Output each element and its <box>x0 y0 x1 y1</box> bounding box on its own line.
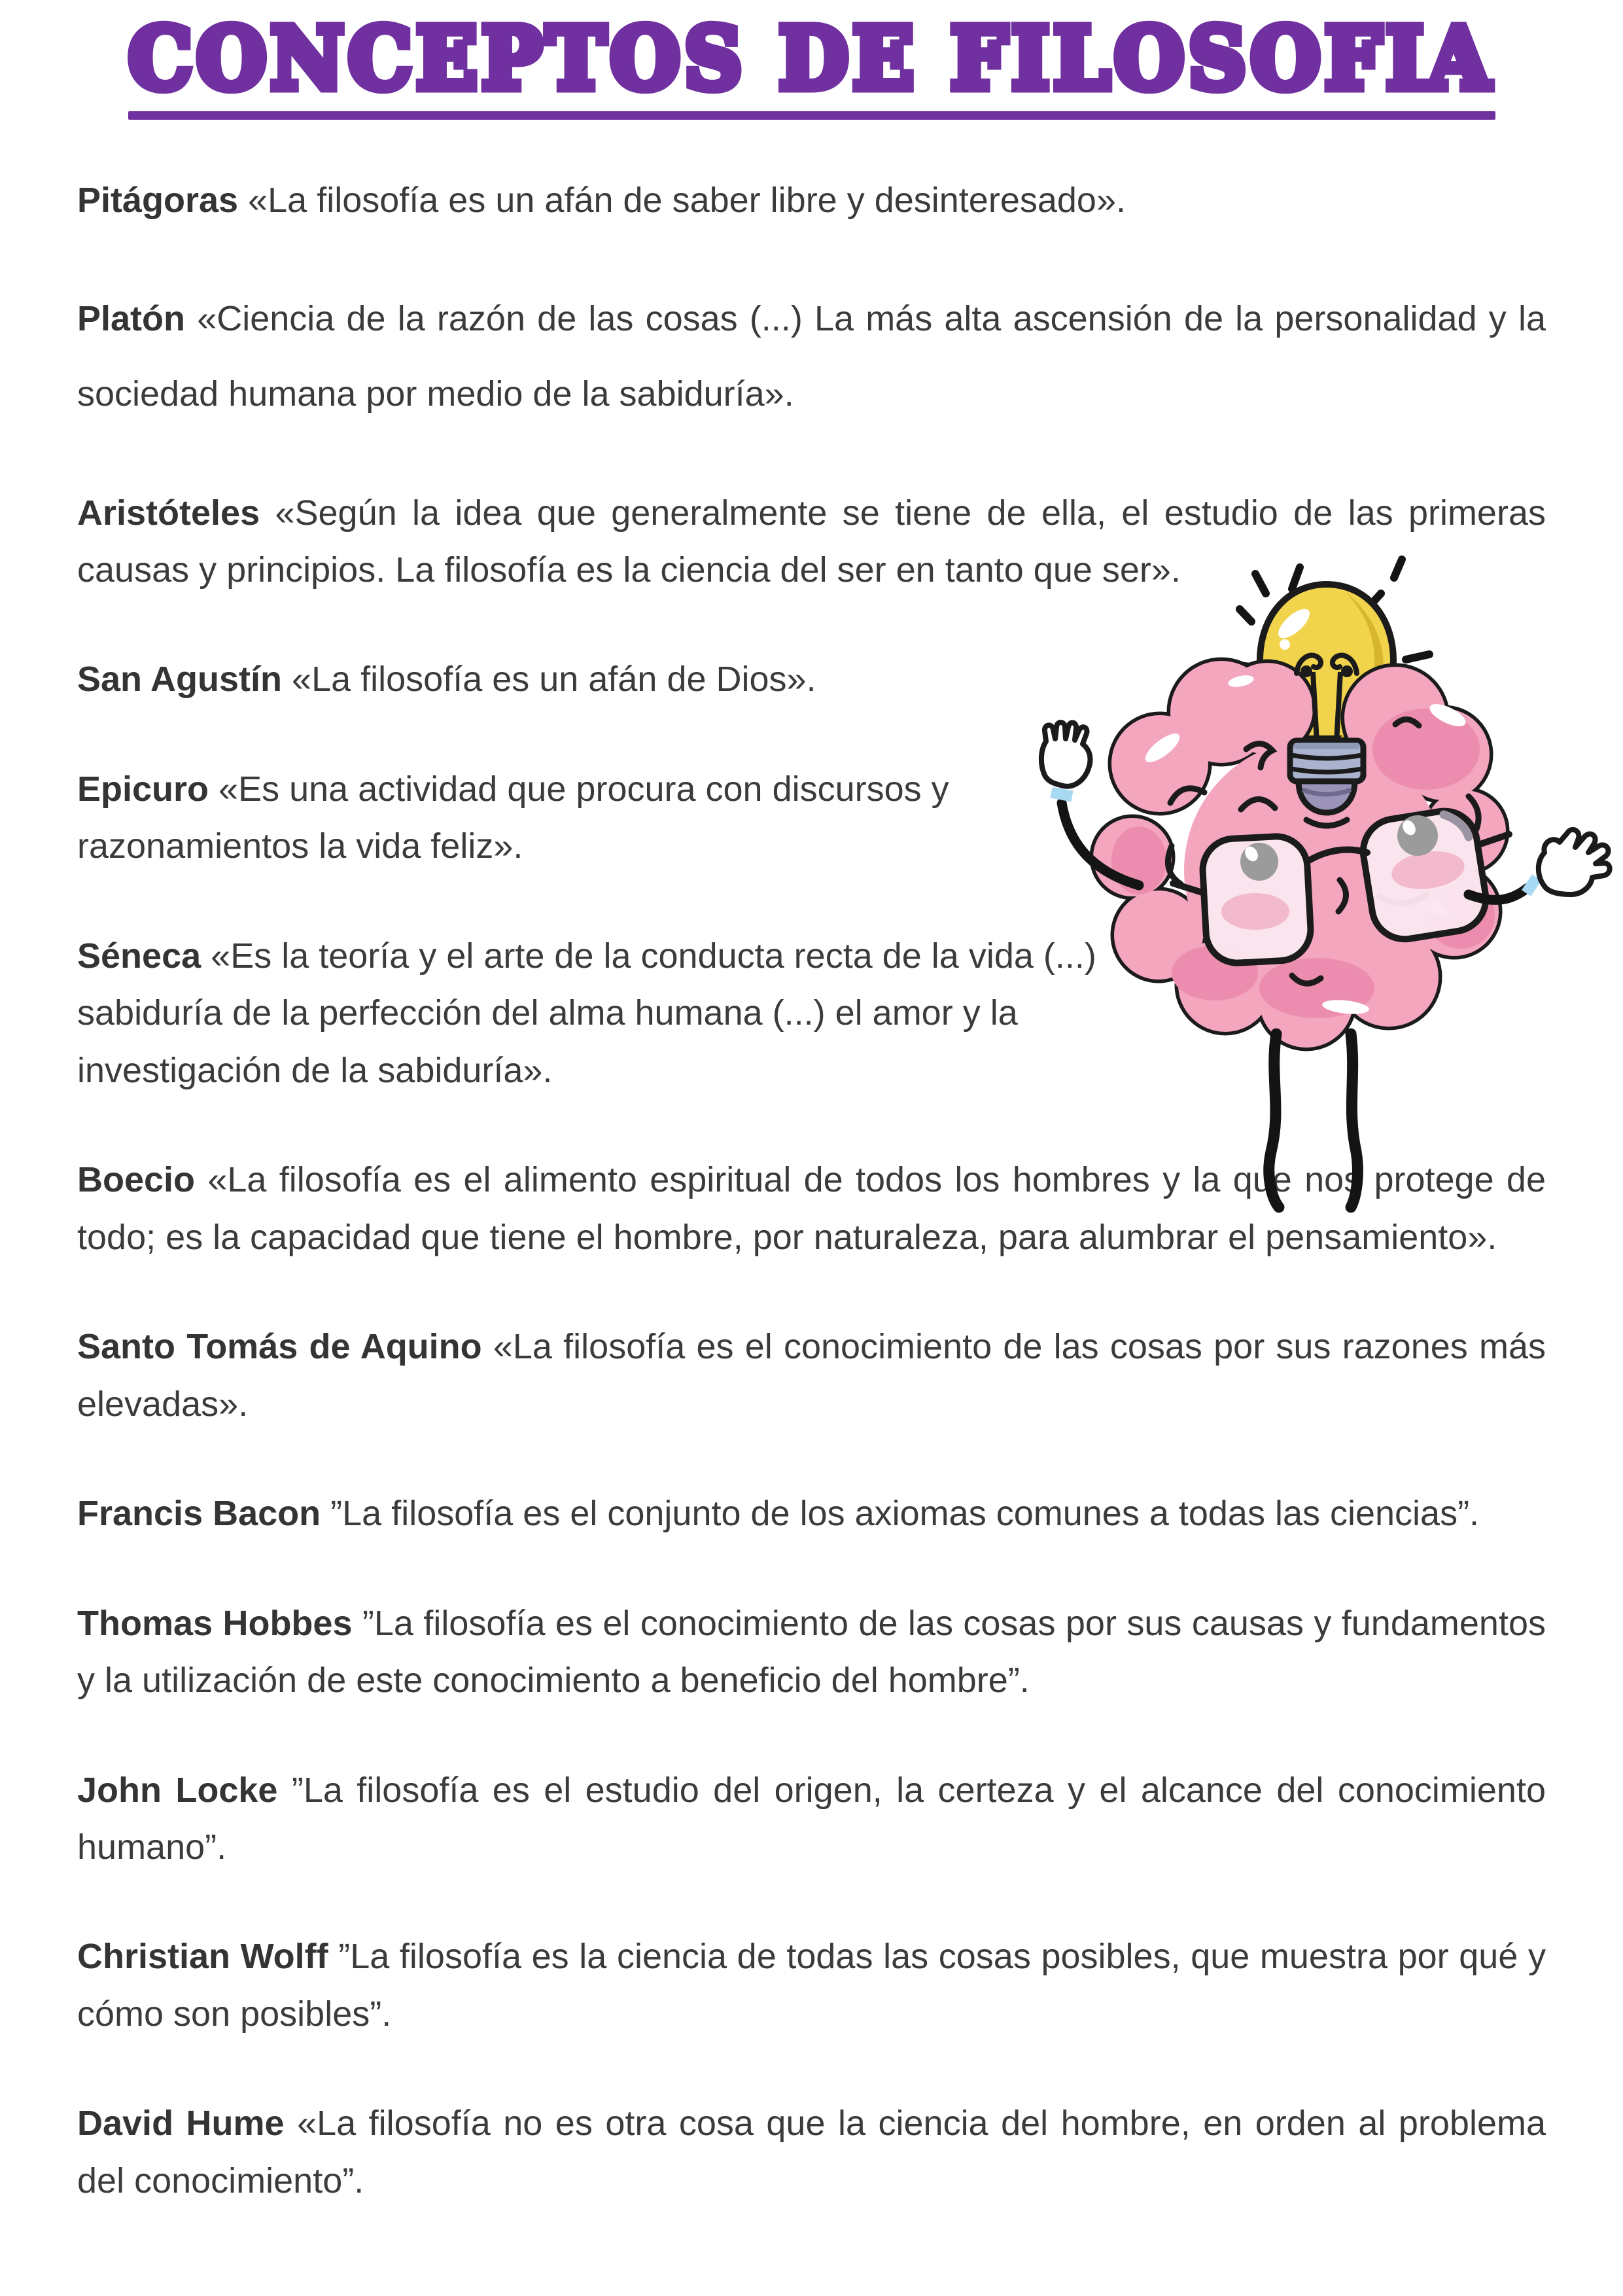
philosopher-entry-thomas-hobbes <box>77 1595 1546 1710</box>
philosopher-entry-pitagoras <box>77 172 1546 229</box>
philosopher-quote: «La filosofía es un afán de Dios». <box>292 660 816 699</box>
philosopher-entry-seneca <box>77 928 1173 1099</box>
left-glove-hand <box>1041 722 1091 786</box>
philosopher-entry-francis-bacon <box>77 1485 1546 1542</box>
brain-lightbulb-illustration <box>1011 553 1623 1220</box>
philosopher-entry-epicuro <box>77 761 1019 875</box>
right-glove-hand <box>1539 830 1610 894</box>
philosopher-entry-platon <box>77 281 1546 432</box>
philosopher-quote: «La filosofía es el alimento espiritual de todos los hombres y la que nos protege de todo; es la capacidad que tiene el hombre, por naturaleza, para alumbrar el pensamiento». <box>77 1160 1546 1257</box>
philosopher-quote: «La filosofía es un afán de saber libre y desinteresado». <box>248 181 1126 220</box>
philosopher-quote: «Es la teoría y el arte de la conducta recta de la vida (...) sabiduría de la perfección del alma humana (...) el amor y la investigación de la sabiduría». <box>77 936 1096 1090</box>
philosopher-entry-david-hume <box>77 2095 1546 2210</box>
philosopher-name: Platón <box>77 299 186 339</box>
pupil-left <box>1240 843 1278 881</box>
philosopher-name: Christian Wolff <box>77 1937 328 1977</box>
document-header <box>0 0 1623 120</box>
pupil-right <box>1397 815 1438 856</box>
philosopher-name: Séneca <box>77 936 201 976</box>
philosopher-quote: ”La filosofía es el estudio del origen, la certeza y el alcance del conocimiento humano”. <box>77 1770 1546 1867</box>
cheek-blush-left <box>1221 893 1289 930</box>
philosopher-entry-christian-wolff <box>77 1928 1546 2043</box>
philosopher-name: Boecio <box>77 1160 196 1200</box>
philosopher-name: John Locke <box>77 1770 278 1810</box>
philosopher-quote: «Es una actividad que procura con discursos y razonamientos la vida feliz». <box>77 769 949 866</box>
philosopher-name: Aristóteles <box>77 493 260 533</box>
philosopher-quote: «La filosofía no es otra cosa que la ciencia del hombre, en orden al problema del conocimiento”. <box>77 2104 1546 2200</box>
philosopher-entry-santo-tomas <box>77 1318 1546 1433</box>
philosopher-name: Francis Bacon <box>77 1494 321 1534</box>
left-cuff <box>1051 792 1072 796</box>
left-leg <box>1269 1034 1279 1207</box>
philosopher-quote: ”La filosofía es el conjunto de los axiomas comunes a todas las ciencias”. <box>330 1494 1480 1534</box>
philosopher-name: David Hume <box>77 2104 285 2144</box>
legs <box>1269 1034 1358 1207</box>
philosopher-quote: ”La filosofía es la ciencia de todas las cosas posibles, que muestra por qué y cómo son posibles”. <box>77 1937 1546 2034</box>
philosopher-entry-john-locke <box>77 1762 1546 1877</box>
bulb-base-cup <box>1299 781 1355 813</box>
bulb-eye-right <box>1341 665 1353 677</box>
philosopher-name: Thomas Hobbes <box>77 1603 353 1643</box>
philosopher-quote: «Ciencia de la razón de las cosas (...) La más alta ascensión de la personalidad y la sociedad humana por medio de la sabiduría». <box>77 299 1546 414</box>
philosopher-quote: «La filosofía es el conocimiento de las cosas por sus razones más elevadas». <box>77 1327 1546 1424</box>
philosopher-name: Epicuro <box>77 769 209 809</box>
philosopher-quote: ”La filosofía es el conocimiento de las cosas por sus causas y fundamentos y la utilización de este conocimiento a beneficio del hombre”. <box>77 1603 1546 1701</box>
bulb-eye-left <box>1300 665 1312 677</box>
right-leg <box>1351 1034 1357 1207</box>
page-title: CONCEPTOS DE FILOSOFIA <box>128 8 1495 109</box>
philosopher-quote: «Según la idea que generalmente se tiene de ella, el estudio de las primeras causas y principios. La filosofía es la ciencia del ser en tanto que ser». <box>77 493 1546 590</box>
philosopher-name: San Agustín <box>77 660 283 699</box>
title-underline <box>128 111 1495 120</box>
right-cuff <box>1526 877 1537 893</box>
philosopher-name: Pitágoras <box>77 181 239 220</box>
philosopher-name: Santo Tomás de Aquino <box>77 1327 482 1367</box>
